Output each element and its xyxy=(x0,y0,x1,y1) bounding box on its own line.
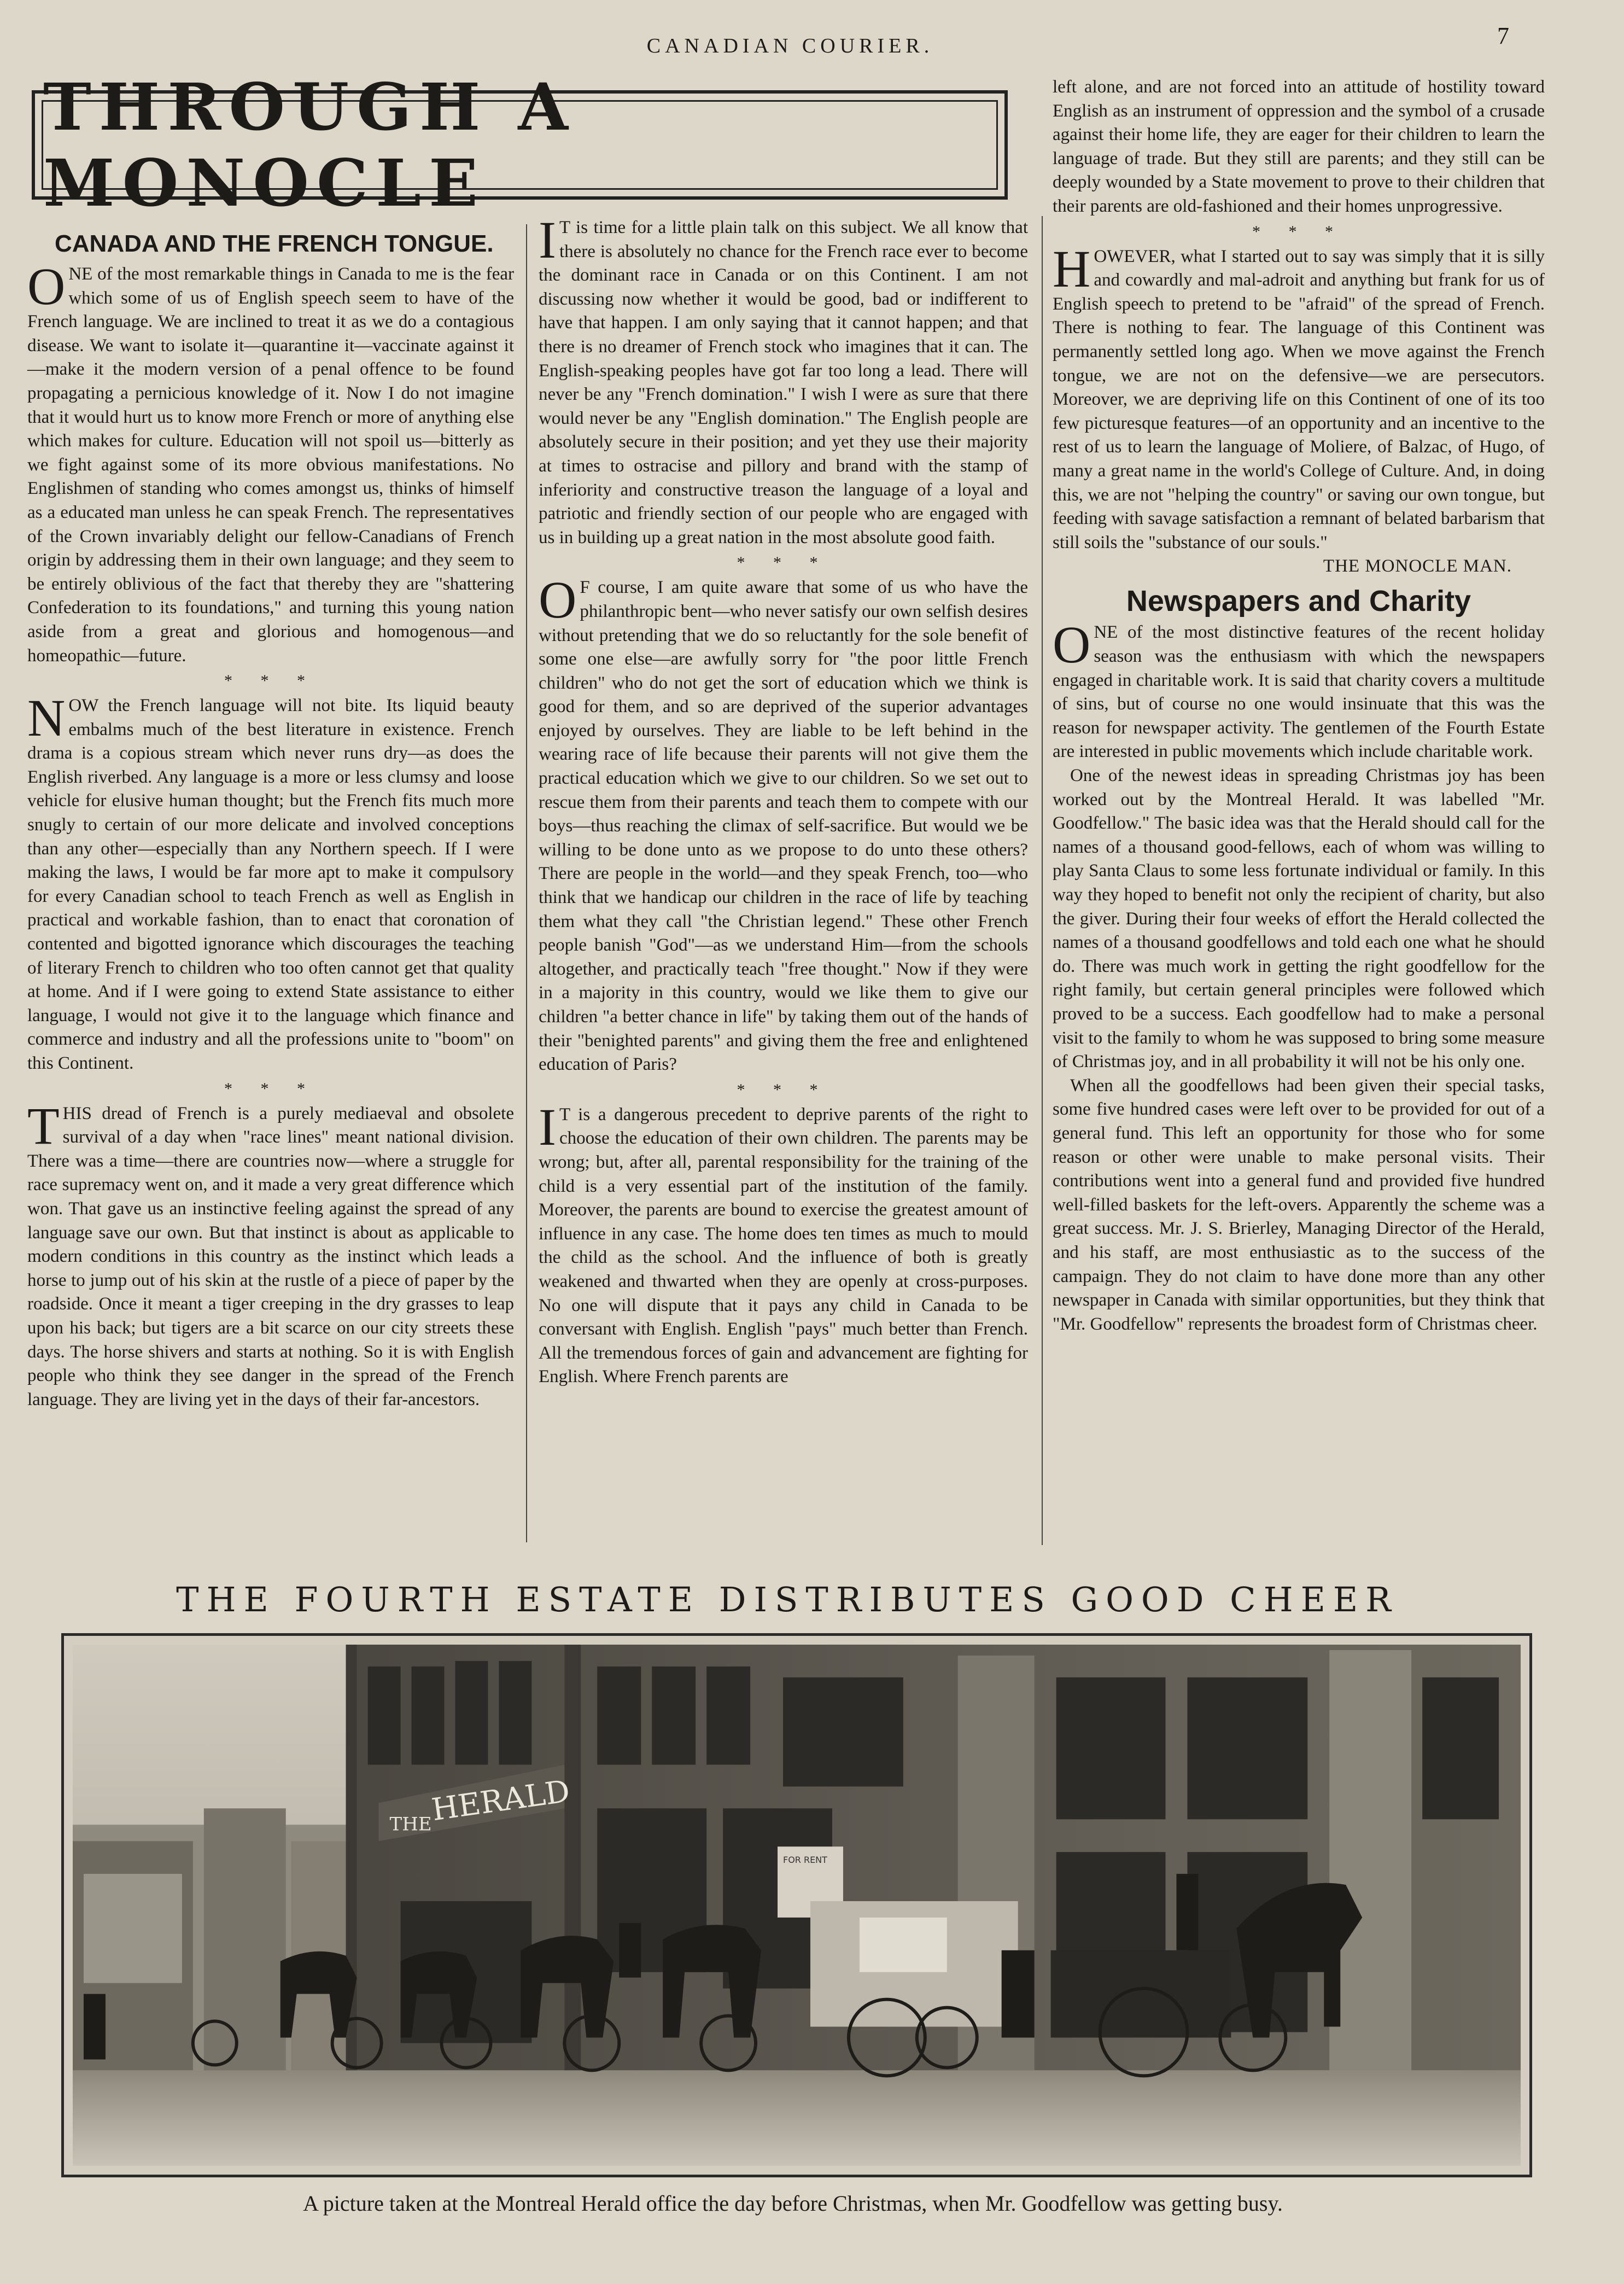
drop-cap: O xyxy=(539,570,577,630)
title-box xyxy=(32,69,1008,221)
drop-cap: T xyxy=(27,1096,60,1155)
paragraph xyxy=(539,570,1028,1076)
street-photo xyxy=(73,1645,1521,2166)
column-rule xyxy=(526,224,527,1542)
paragraph xyxy=(1053,239,1545,555)
paragraph-text: NE of the most remarkable things in Canada to me is the fear which some of us of English speech seem to have of the French language. We are inclined to treat it as we do a contagious disease. We want to isolate it—quarantine it—vaccinate against it—make it the modern version of a penal offence to be found propagating a pernicious knowledge of it. Now I do not imagine that it would hurt us to know more French or more of anything else which makes for culture. Education will not spoil us—bitterly as we fight against some of its more obvious manifestations. No Englishmen of standing who comes amongst us, thinks of himself as a educated man unless he can speak French. The representatives of the Crown invariably delight our fellow-Canadians of French origin by addressing them in their own language; and they seem to be entirely oblivious of the fact that thereby they are "shattering Confederation to its foundations," and turning this young nation aside from a great and glorious and homogenous—and homeopathic—future. xyxy=(27,264,514,666)
photo-frame xyxy=(61,1633,1532,2177)
street xyxy=(73,2070,1521,2166)
paragraph-text: NE of the most distinctive features of the recent holiday season was the enthusiasm with which the newspapers engaged in charitable work. It is said that charity covers a multitude of sins, but of course no one would insinuate that this was the reason for newspaper activity. The gentlemen of the Fourth Estate are interested in public movements which include charitable work. xyxy=(1053,622,1545,762)
section-heading-charity: Newspapers and Charity xyxy=(1126,584,1471,617)
page-number: 7 xyxy=(1497,22,1509,49)
drop-cap: I xyxy=(539,1097,556,1156)
section-divider: * * * xyxy=(737,553,830,572)
paragraph xyxy=(27,257,514,668)
section-heading-french-tongue: CANADA AND THE FRENCH TONGUE. xyxy=(55,230,494,257)
photo-caption: A picture taken at the Montreal Herald office the day before Christmas, when Mr. Goodfellow was getting busy. xyxy=(303,2191,1283,2216)
paragraph: One of the newest ideas in spreading Christmas joy has been worked out by the Montreal Herald. It was labelled "Mr. Goodfellow." The basic idea was that the Herald should call for the names of a thousand good-fellows, each of whom was willing to play Santa Claus to some less fortunate individual or family. In this way they hoped to benefit not only the recipient of charity, but also the giver. During their four weeks of effort the Herald collected the names of a thousand goodfellows and told each one what he should do. There was much work in getting the right goodfellow for the right family, but certain general principles were followed which proved to be a success. Each goodfellow had to make a personal visit to the family to whom he was supposed to bring some measure of Christmas joy, and in all probability it will not be his only one. xyxy=(1053,766,1545,1072)
paragraph-text: HIS dread of French is a purely mediaeval and obsolete survival of a day when "race lines" meant national division. There was a time—there are countries now—where a struggle for race supremacy went on, and it made a very great difference which won. That gave us an instinctive feeling against the spread of any language save our own. But that instinct is about as applicable to modern conditions in this country as the instinct which leads a horse to jump out of his skin at the rustle of a piece of paper by the roadside. Once it meant a tiger creeping in the dry grasses to leap upon his back; but tigers are a bit scarce on our city streets these days. The horse shivers and starts at nothing. So it is with English people who think they see danger in the spread of the French language. They are living yet in the days of their far-ancestors. xyxy=(27,1103,514,1409)
column-1 xyxy=(27,229,514,1412)
paragraph-text: T is time for a little plain talk on this subject. We all know that there is absolutely no chance for the French race ever to become the dominant race in Canada or on this Continent. I am not discussing now whether it would be good, bad or indifferent to have that happen. I am only saying that it cannot happen; and that there is no dreamer of French stock who imagines that it can. The English-speaking peoples have got far too long a lead. There will never be any "French domination." I wish I were as sure that there would never be any "English domination." The English people are absolutely secure in their position; and yet they use their majority at times to ostracise and pillory and brand with the stamp of inferiority and constructive treason the language of a loyal and patriotic and friendly section of our people who are engaged with us in building up a great nation in the most absolute good faith. xyxy=(539,218,1028,547)
photo-section-title: THE FOURTH ESTATE DISTRIBUTES GOOD CHEER xyxy=(176,1580,1399,1619)
drop-cap: I xyxy=(539,211,556,269)
paragraph: When all the goodfellows had been given their special tasks, some five hundred cases were left over to be provided for out of a general fund. This left an opportunity for those who for some reason or other were unable to make personal visits. Their contributions went into a general fund and provided five hundred well-filled baskets for the left-overs. Apparently the scheme was a great success. Mr. J. S. Brierley, Managing Director of the Herald, and his staff, are most enthusiastic as to the success of the campaign. They do not claim to have done more than any other newspaper in Canada with similar opportunities, but they think that "Mr. Goodfellow" represents the broadest form of Christmas cheer. xyxy=(1053,1075,1545,1334)
paragraph xyxy=(27,689,514,1076)
paragraph-text: F course, I am quite aware that some of us who have the philanthropic bent—who never satisfy our own selfish desires without pretending that we do so reluctantly for the sole benefit of some one else—are awfully sorry for "the poor little French children" who do not get the sort of education which we think is good for them, and so are deprived of the superior advantages enjoyed by ourselves. They are liable to be left behind in the wearing race of life because their parents will not give them the practical education which we give to our children. So we set out to rescue them from their parents and teach them to compete with our boys—thus reaching the climax of self-sacrifice. But would we be willing to be done unto as we propose to do unto these others? There are people in the world—and they speak French, too—who think that we handicap our children in the race of life by teaching them what they call "the Christian legend." These other French people banish "God"—as we understand Him—from the schools altogether, and practically teach "free thought." Now if they were in a majority in this country, would we like them to give our children "a better chance in life" by taking them out of the hands of their "benighted parents" and giving them the free and enlightened education of Paris? xyxy=(539,578,1028,1075)
column-2 xyxy=(539,211,1028,1389)
paragraph-text: OW the French language will not bite. Its liquid beauty embalms much of the best literature in existence. French drama is a copious stream which never runs dry—as does the English riverbed. Any language is a more or less clumsy and loose vehicle for elusive human thought; but the French fits much more snugly to certain of our more delicate and involved conceptions than any other—especially than any Northern speech. If I were making the laws, I would be far more apt to make it compulsory for every Canadian school to teach French as well as English in practical and workable fashion, than to enact that coronation of contented and bigotted ignorance which discourages the teaching of literary French to children who too often cannot get that quality at home. And if I were going to extend State assistance to either language, I would not give it to the language which finance and commerce and industry and all the professions unite to "boom" on this Continent. xyxy=(27,696,514,1073)
column-rule xyxy=(1042,216,1043,1545)
running-head: CANADIAN COURIER. xyxy=(646,34,934,57)
paragraph xyxy=(539,1097,1028,1389)
paragraph xyxy=(1053,615,1545,764)
herald-sign-text: HERALD xyxy=(429,1773,573,1828)
page-title: THROUGH A MONOCLE xyxy=(43,69,576,221)
herald-sign-the: THE xyxy=(389,1813,432,1836)
paragraph-text: OWEVER, what I started out to say was simply that it is silly and cowardly and mal-adroit and anything but frank for us of English speech to pretend to be "afraid" of the spread of French. There is nothing to fear. The language of this Continent was permanently settled long ago. When we move against the French tongue, we are not on the defensive—we are persecutors. Moreover, we are depriving life on this Continent of one of its too few picturesque features—of an opportunity and an incentive to the rest of us to learn the language of Moliere, of Balzac, of Hugo, of many a great name in the world's College of Culture. And, in doing this, we are not "helping the country" or saving our own tongue, but feeding with savage satisfaction a remnant of belated barbarism that still soils the "substance of our souls." xyxy=(1053,246,1545,552)
column-3 xyxy=(1053,75,1545,1336)
section-divider: * * * xyxy=(1252,222,1345,241)
drop-cap: O xyxy=(27,257,66,316)
signature: THE MONOCLE MAN. xyxy=(1323,556,1512,576)
section-divider: * * * xyxy=(224,1079,317,1098)
drop-cap: N xyxy=(27,689,66,748)
section-divider: * * * xyxy=(737,1080,830,1099)
section-divider: * * * xyxy=(224,672,317,690)
paragraph-text: T is a dangerous precedent to deprive parents of the right to choose the education of their own children. The parents may be wrong; but, after all, parental responsibility for the training of the child is a very essential part of the institution of the family. Moreover, the parents are bound to exercise the greatest amount of influence in any case. The home does ten times as much to mould the child as the school. And the influence of both is greatly weakened and thwarted when they are openly at cross-purposes. No one will dispute that it pays any child in Canada to be conversant with English. English "pays" much better than French. All the tremendous forces of gain and advancement are fighting for English. Where French parents are xyxy=(539,1104,1028,1387)
paragraph xyxy=(539,211,1028,550)
title-box-inner xyxy=(42,69,998,221)
drop-cap: O xyxy=(1053,615,1091,674)
paragraph xyxy=(27,1096,514,1412)
paragraph: left alone, and are not forced into an attitude of hostility toward English as an instrument of oppression and the symbol of a crusade against their home life, they are eager for their children to learn the language of trade. But they still are parents; and they still can be deeply wounded by a State movement to prove to their children that their parents are old-fashioned and their homes unprogressive. xyxy=(1053,77,1545,216)
drop-cap: H xyxy=(1053,239,1091,298)
for-rent-text: FOR RENT xyxy=(783,1855,827,1866)
